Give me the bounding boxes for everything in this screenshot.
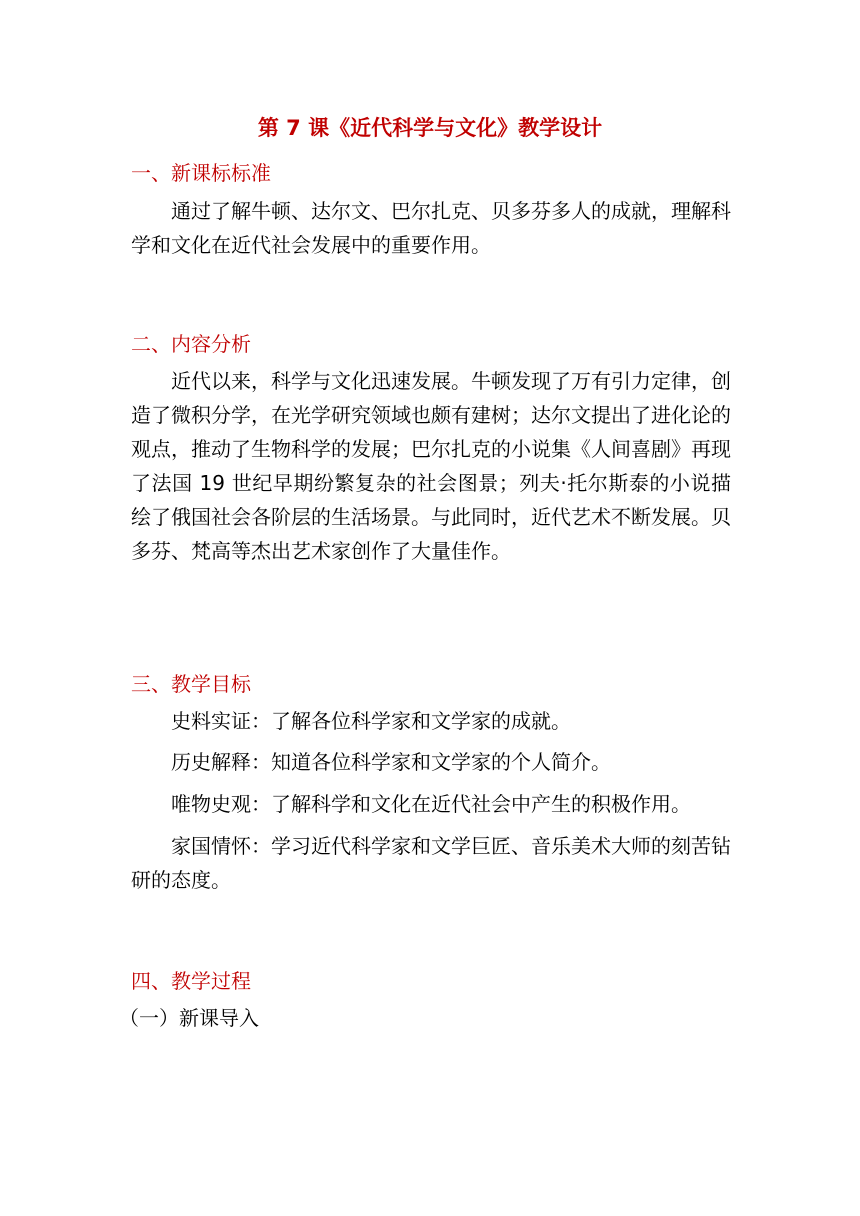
goal-item: 历史解释：知道各位科学家和文学家的个人简介。 [171, 750, 611, 774]
document-title: 第 7 课《近代科学与文化》教学设计 [257, 116, 603, 140]
goal-item: 家国情怀：学习近代科学家和文学巨匠、音乐美术大师的刻苦钻研的态度。 [131, 834, 731, 892]
section-paragraph-content-analysis: 近代以来，科学与文化迅速发展。牛顿发现了万有引力定律，创造了微积分学，在光学研究领域也颇有建树；达尔文提出了进化论的观点，推动了生物科学的发展；巴尔扎克的小说集《人间喜剧》再现了法国 19 世纪早期纷繁复杂的社会图景；列夫·托尔斯泰的小说描绘了俄国社会各阶层的生活场景。与此同时，近代艺术不断发展。贝多芬、梵高等杰出艺术家创作了大量佳作。 [131, 369, 731, 563]
goal-item: 史料实证：了解各位科学家和文学家的成就。 [171, 709, 571, 733]
subheading-new-lesson-intro: （一）新课导入 [119, 1006, 259, 1030]
section-heading-teaching-goals: 三、教学目标 [131, 672, 251, 696]
section-heading-content-analysis: 二、内容分析 [131, 332, 251, 356]
section-heading-teaching-process: 四、教学过程 [131, 969, 251, 993]
goal-item: 唯物史观：了解科学和文化在近代社会中产生的积极作用。 [171, 792, 691, 816]
section-paragraph-standards: 通过了解牛顿、达尔文、巴尔扎克、贝多芬多人的成就，理解科学和文化在近代社会发展中的重要作用。 [131, 199, 731, 257]
section-heading-standards: 一、新课标标准 [131, 161, 271, 185]
